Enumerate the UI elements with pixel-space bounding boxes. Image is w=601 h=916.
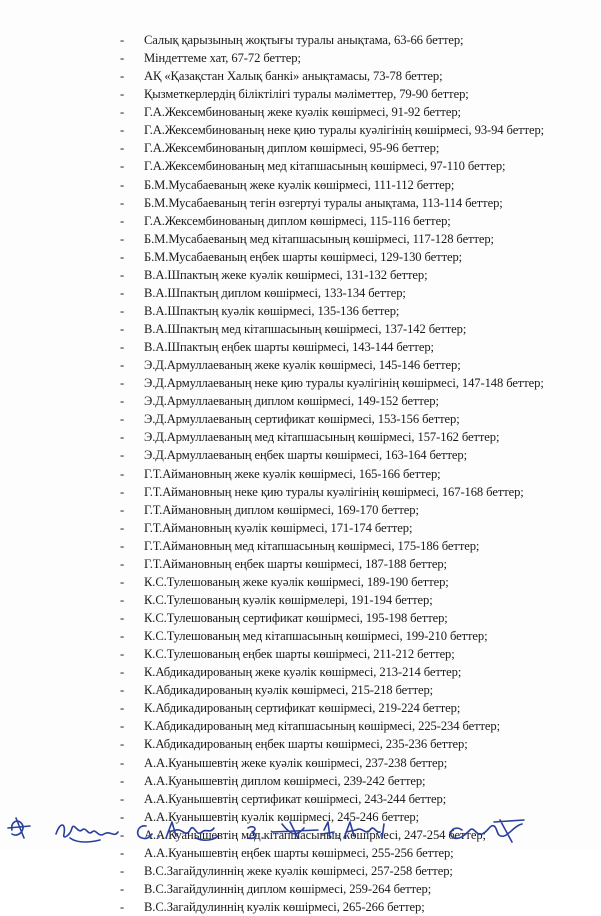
- list-item: [120, 717, 544, 735]
- list-item: [120, 266, 544, 284]
- list-item: [120, 645, 544, 663]
- list-item: [120, 790, 544, 808]
- list-item-text: К.Абдикадированың жеке куәлік көшірмесі, 213-214 беттер;: [144, 665, 462, 680]
- list-bullet: -: [120, 412, 125, 427]
- list-bullet: -: [120, 809, 125, 824]
- list-item-text: Г.А.Жексембинованың неке қию туралы куәлігінің көшірмесі, 93-94 беттер;: [144, 123, 545, 138]
- list-bullet: -: [120, 755, 125, 770]
- list-item-text: К.С.Тулешованың жеке куәлік көшірмесі, 189-190 беттер;: [144, 574, 449, 589]
- list-item: [120, 356, 544, 374]
- list-item-text: А.А.Куанышевтің еңбек шарты көшірмесі, 255-256 беттер;: [144, 845, 454, 860]
- list-item-text: А.А.Куанышевтің куәлік көшірмесі, 245-246 беттер;: [144, 809, 419, 824]
- list-item-text: Г.Т.Аймановның мед кітапшасының көшірмесі, 175-186 беттер;: [144, 538, 480, 553]
- list-bullet: -: [120, 448, 125, 463]
- list-item: [120, 609, 544, 627]
- list-bullet: -: [120, 249, 125, 264]
- list-bullet: -: [120, 900, 125, 914]
- list-item: [120, 898, 544, 916]
- list-item: [120, 194, 544, 212]
- list-item-text: В.А.Шпактың мед кітапшасының көшірмесі, 137-142 беттер;: [144, 322, 467, 336]
- list-bullet: -: [120, 177, 125, 192]
- list-item: [120, 519, 544, 537]
- list-bullet: -: [120, 719, 125, 734]
- list-bullet: -: [120, 484, 125, 499]
- list-item-text: В.А.Шпактың диплом көшірмесі, 133-134 беттер;: [144, 285, 406, 300]
- list-bullet: -: [120, 33, 125, 47]
- list-item: [120, 157, 544, 175]
- list-item: [120, 139, 544, 157]
- list-bullet: -: [120, 285, 125, 300]
- list-item: [120, 31, 544, 49]
- list-bullet: -: [120, 520, 125, 535]
- list-item-text: А.А.Куанышевтің диплом көшірмесі, 239-242 беттер;: [144, 773, 426, 788]
- handwritten-signatures: [0, 808, 601, 850]
- list-bullet: -: [120, 538, 125, 553]
- list-item-text: Г.Т.Аймановның куәлік көшірмесі, 171-174 беттер;: [144, 520, 413, 535]
- list-item: [120, 772, 544, 790]
- list-item-text: В.С.Загайдулиннің куәлік көшірмесі, 265-266 беттер;: [144, 900, 425, 914]
- list-item: [120, 483, 544, 501]
- list-item-text: К.С.Тулешованың мед кітапшасының көшірмесі, 199-210 беттер;: [144, 629, 488, 644]
- list-item: [120, 212, 544, 230]
- list-item: [120, 176, 544, 194]
- list-bullet: -: [120, 51, 125, 66]
- list-bullet: -: [120, 647, 125, 662]
- list-bullet: -: [120, 683, 125, 698]
- list-item-text: Э.Д.Армуллаеваның жеке куәлік көшірмесі, 145-146 беттер;: [144, 358, 461, 373]
- list-item: [120, 555, 544, 573]
- list-item-text: К.Абдикадированың еңбек шарты көшірмесі, 235-236 беттер;: [144, 737, 468, 752]
- list-bullet: -: [120, 611, 125, 625]
- list-item: [120, 302, 544, 320]
- list-bullet: -: [120, 195, 125, 210]
- list-item-text: Г.Т.Аймановның неке қию туралы куәлігінің көшірмесі, 167-168 беттер;: [144, 484, 524, 499]
- list-bullet: -: [120, 213, 125, 228]
- list-item-text: Б.М.Мусабаеваның жеке куәлік көшірмесі, 111-112 беттер;: [144, 177, 455, 192]
- list-bullet: -: [120, 123, 125, 138]
- list-item-text: Г.А.Жексембинованың жеке куәлік көшірмесі, 91-92 беттер;: [144, 105, 461, 120]
- list-item-text: К.С.Тулешованың еңбек шарты көшірмесі, 211-212 беттер;: [144, 647, 455, 662]
- list-item-text: Г.Т.Аймановның диплом көшірмесі, 169-170 беттер;: [144, 502, 419, 517]
- list-item-text: АҚ «Қазақстан Халық банкі» анықтамасы, 73-78 беттер;: [144, 69, 443, 84]
- list-item-text: В.А.Шпактың еңбек шарты көшірмесі, 143-144 беттер;: [144, 340, 434, 355]
- list-item-text: В.А.Шпактың куәлік көшірмесі, 135-136 беттер;: [144, 303, 400, 318]
- list-item: [120, 248, 544, 266]
- list-item-text: Э.Д.Армуллаеваның неке қию туралы куәлігінің көшірмесі, 147-148 беттер;: [144, 376, 544, 391]
- list-item-text: Г.Т.Аймановның жеке куәлік көшірмесі, 165-166 беттер;: [144, 466, 441, 481]
- list-item-text: К.С.Тулешованың сертификат көшірмесі, 195-198 беттер;: [144, 611, 448, 625]
- list-bullet: -: [120, 87, 125, 102]
- list-bullet: -: [120, 665, 125, 680]
- list-bullet: -: [120, 105, 125, 120]
- list-item: [120, 410, 544, 428]
- list-item-text: Г.А.Жексембинованың диплом көшірмесі, 115-116 беттер;: [144, 213, 451, 228]
- list-bullet: -: [120, 791, 125, 806]
- list-bullet: -: [120, 845, 125, 860]
- list-item-text: В.С.Загайдулиннің жеке куәлік көшірмесі, 257-258 беттер;: [144, 863, 453, 878]
- list-item: [120, 537, 544, 555]
- list-bullet: -: [120, 159, 125, 174]
- list-item-text: К.Абдикадированың куәлік көшірмесі, 215-218 беттер;: [144, 683, 434, 698]
- list-item-text: К.Абдикадированың сертификат көшірмесі, 219-224 беттер;: [144, 701, 461, 716]
- list-bullet: -: [120, 466, 125, 481]
- list-item: [120, 338, 544, 356]
- list-bullet: -: [120, 881, 125, 896]
- list-item-text: В.С.Загайдулиннің диплом көшірмесі, 259-264 беттер;: [144, 881, 432, 896]
- list-item-text: Э.Д.Армуллаеваның еңбек шарты көшірмесі, 163-164 беттер;: [144, 448, 468, 463]
- list-item: [120, 501, 544, 519]
- list-bullet: -: [120, 340, 125, 355]
- list-bullet: -: [120, 303, 125, 318]
- list-item-text: А.А.Куанышевтің мед кітапшасының көшірмесі, 247-254 беттер;: [144, 827, 486, 842]
- list-item-text: Б.М.Мусабаеваның тегін өзгертуі туралы анықтама, 113-114 беттер;: [144, 195, 503, 210]
- list-item: [120, 67, 544, 85]
- list-bullet: -: [120, 701, 125, 716]
- list-item-text: Г.А.Жексембинованың диплом көшірмесі, 95-96 беттер;: [144, 141, 440, 156]
- list-item: [120, 754, 544, 772]
- list-bullet: -: [120, 267, 125, 282]
- list-bullet: -: [120, 502, 125, 517]
- list-item: [120, 392, 544, 410]
- list-item: [120, 103, 544, 121]
- list-item: [120, 627, 544, 645]
- list-item-text: А.А.Куанышевтің жеке куәлік көшірмесі, 237-238 беттер;: [144, 755, 448, 770]
- list-item-text: Э.Д.Армуллаеваның мед кітапшасының көшірмесі, 157-162 беттер;: [144, 430, 500, 445]
- list-item: [120, 573, 544, 591]
- list-item-text: В.А.Шпактың жеке куәлік көшірмесі, 131-132 беттер;: [144, 267, 428, 282]
- list-item-text: Э.Д.Армуллаеваның сертификат көшірмесі, 153-156 беттер;: [144, 412, 460, 427]
- list-item: [120, 699, 544, 717]
- list-item-text: Э.Д.Армуллаеваның диплом көшірмесі, 149-152 беттер;: [144, 394, 439, 409]
- list-item: [120, 465, 544, 483]
- list-item-text: Б.М.Мусабаеваның еңбек шарты көшірмесі, 129-130 беттер;: [144, 249, 463, 264]
- list-item: [120, 428, 544, 446]
- list-bullet: -: [120, 556, 125, 571]
- list-item-text: Қызметкерлердің біліктілігі туралы мәліметтер, 79-90 беттер;: [144, 87, 469, 102]
- list-bullet: -: [120, 592, 125, 607]
- list-bullet: -: [120, 231, 125, 246]
- list-item-text: Г.А.Жексембинованың мед кітапшасының көшірмесі, 97-110 беттер;: [144, 159, 506, 174]
- list-bullet: -: [120, 69, 125, 84]
- list-item: [120, 49, 544, 67]
- list-item-text: К.С.Тулешованың куәлік көшірмелері, 191-194 беттер;: [144, 592, 433, 607]
- list-bullet: -: [120, 629, 125, 644]
- list-bullet: -: [120, 430, 125, 445]
- list-bullet: -: [120, 141, 125, 156]
- document-list: [120, 31, 544, 916]
- list-item: [120, 446, 544, 464]
- list-item: [120, 374, 544, 392]
- list-bullet: -: [120, 863, 125, 878]
- list-item: [120, 681, 544, 699]
- list-item: [120, 121, 544, 139]
- list-bullet: -: [120, 376, 125, 391]
- list-item: [120, 85, 544, 103]
- list-item: [120, 320, 544, 338]
- list-bullet: -: [120, 322, 125, 336]
- list-item-text: К.Абдикадированың мед кітапшасының көшірмесі, 225-234 беттер;: [144, 719, 501, 734]
- list-item: [120, 230, 544, 248]
- list-item: [120, 862, 544, 880]
- list-item-text: Б.М.Мусабаеваның мед кітапшасының көшірмесі, 117-128 беттер;: [144, 231, 494, 246]
- list-bullet: -: [120, 773, 125, 788]
- list-bullet: -: [120, 737, 125, 752]
- list-bullet: -: [120, 827, 125, 842]
- list-item-text: А.А.Куанышевтің сертификат көшірмесі, 243-244 беттер;: [144, 791, 447, 806]
- list-bullet: -: [120, 358, 125, 373]
- list-bullet: -: [120, 574, 125, 589]
- list-item: [120, 663, 544, 681]
- signature-ink: [0, 808, 601, 850]
- list-item: [120, 591, 544, 609]
- list-item-text: Міндеттеме хат, 67-72 беттер;: [144, 51, 301, 66]
- list-bullet: -: [120, 394, 125, 409]
- list-item-text: Г.Т.Аймановның еңбек шарты көшірмесі, 187-188 беттер;: [144, 556, 447, 571]
- list-item: [120, 284, 544, 302]
- list-item-text: Салық қарызының жоқтығы туралы анықтама, 63-66 беттер;: [144, 33, 464, 47]
- list-item: [120, 880, 544, 898]
- list-item: [120, 735, 544, 753]
